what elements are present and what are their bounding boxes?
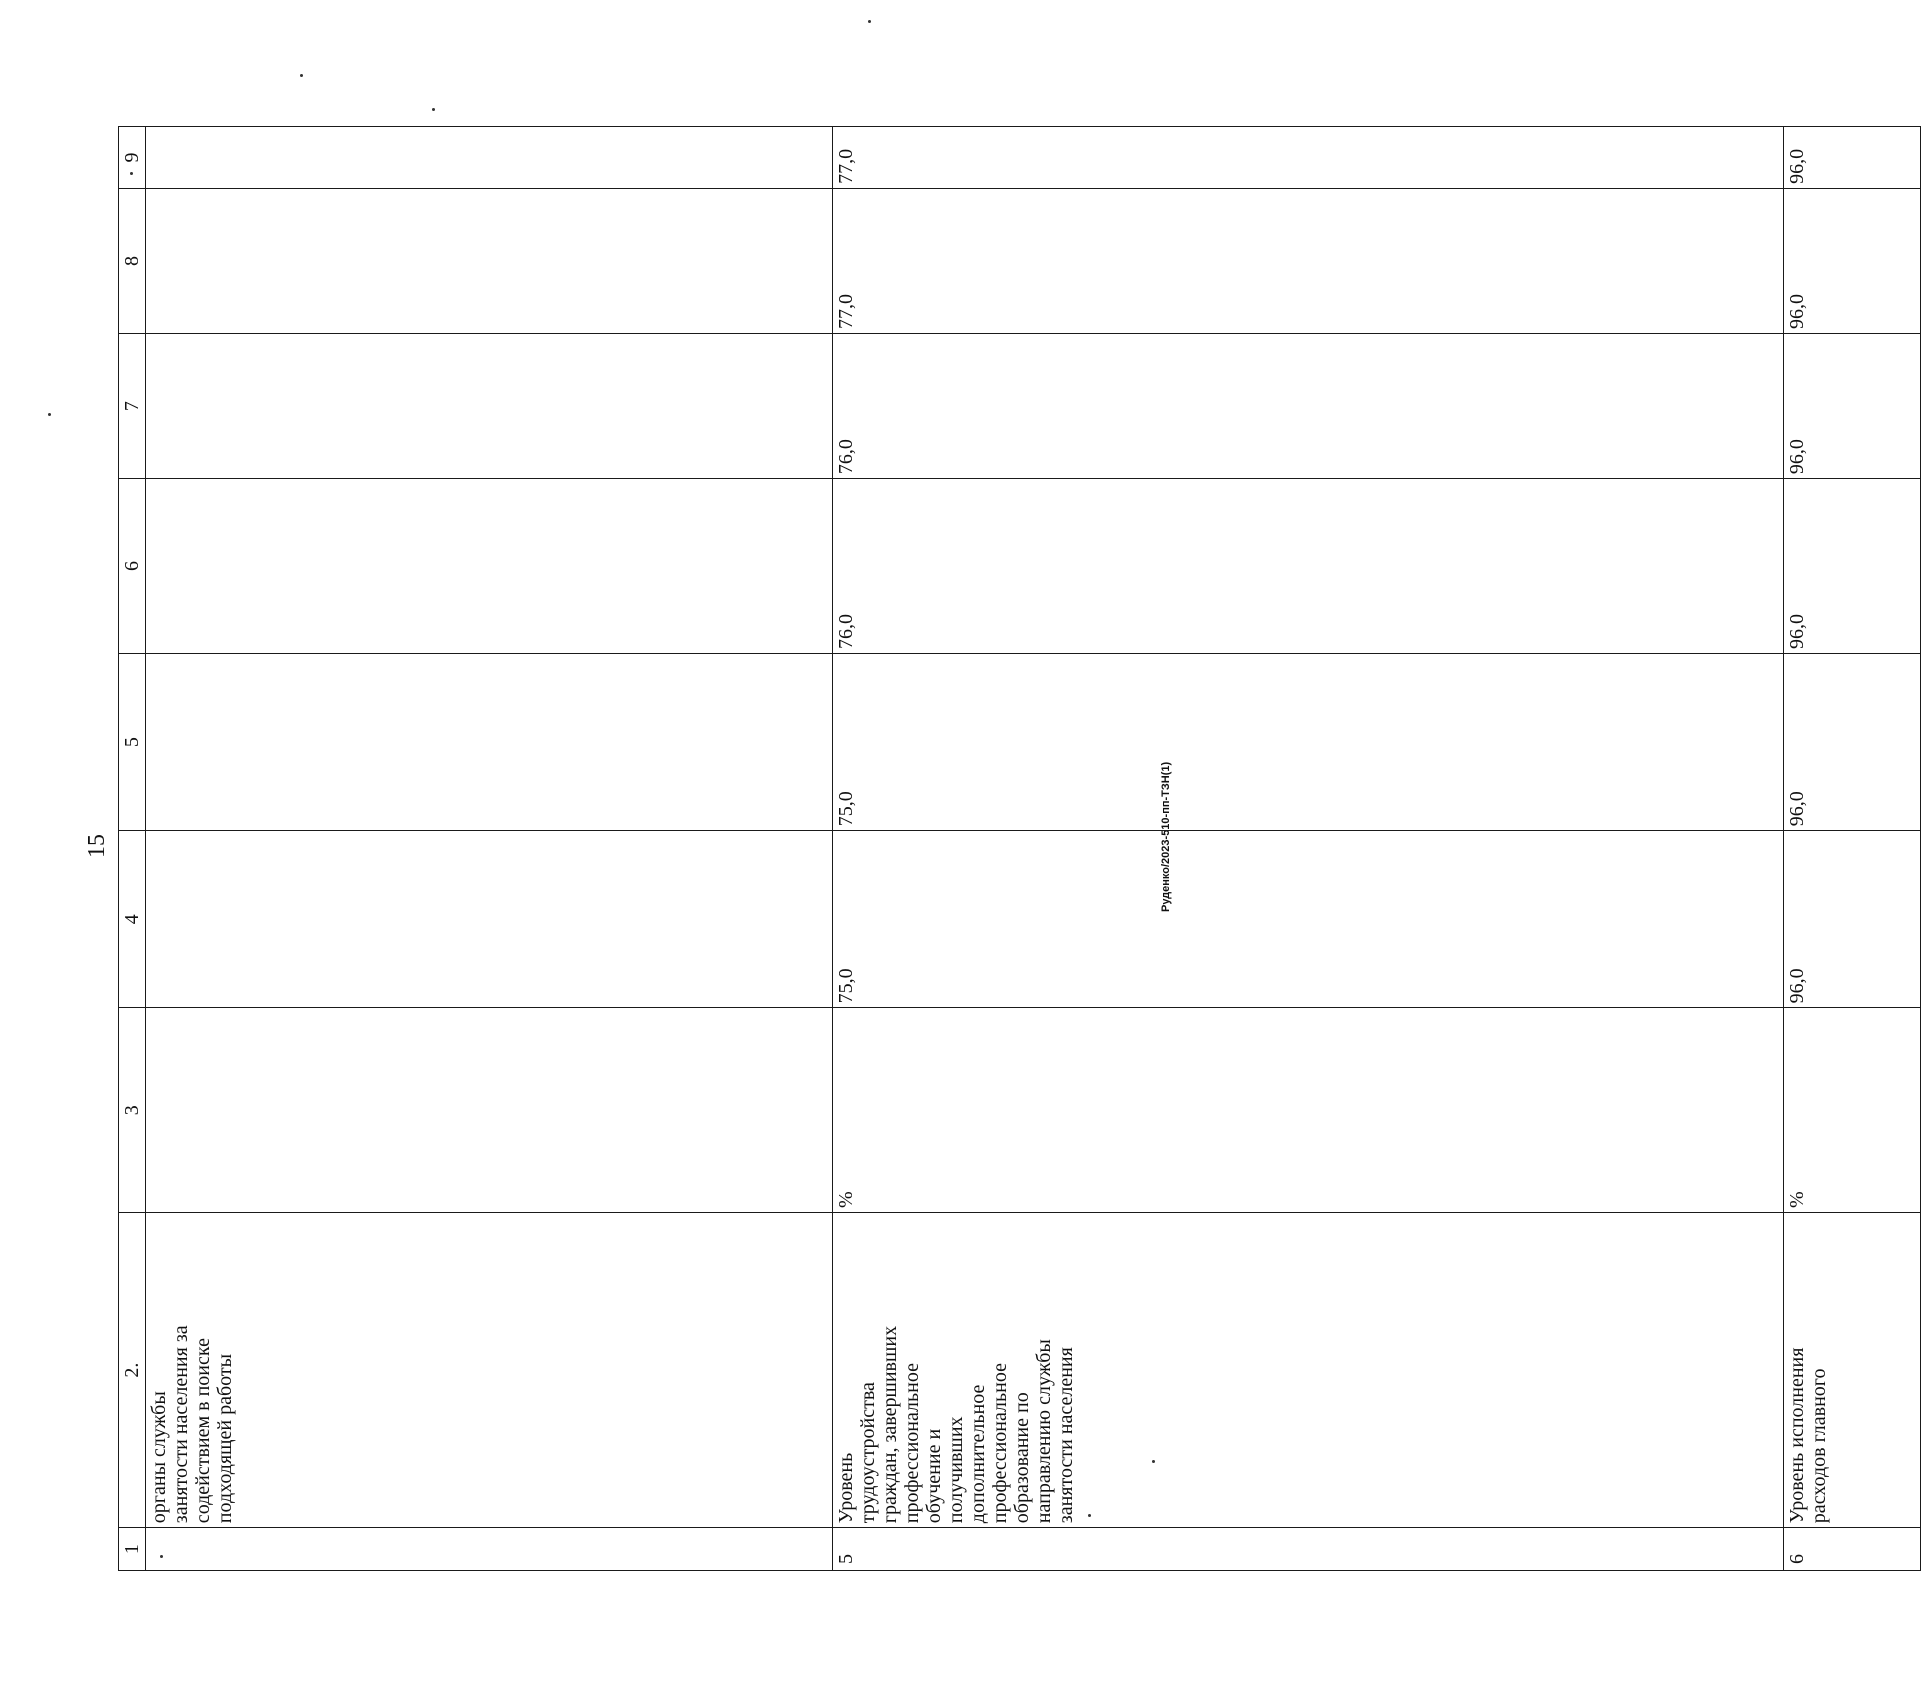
header-cell-8: 8 bbox=[119, 188, 146, 333]
header-cell-4: 4 bbox=[119, 831, 146, 1008]
header-cell-3: 3 bbox=[119, 1008, 146, 1213]
table-row bbox=[833, 127, 1784, 1571]
value-cell: 96,0 bbox=[1784, 188, 1921, 333]
header-cell-2: 2. bbox=[119, 1212, 146, 1527]
value-cell bbox=[146, 127, 833, 189]
header-cell-1: 1 bbox=[119, 1528, 146, 1571]
value-cell: 75,0 bbox=[833, 831, 1784, 1008]
value-cell bbox=[146, 188, 833, 333]
indicator-name-cell: Уровень исполнения расходов главного bbox=[1784, 1212, 1921, 1527]
value-cell bbox=[146, 831, 833, 1008]
indicators-table bbox=[118, 126, 1921, 1571]
value-cell: 77,0 bbox=[833, 188, 1784, 333]
unit-cell: % bbox=[1784, 1008, 1921, 1213]
indicator-name-cell: органы службы занятости населения за содействием в поиске подходящей работы bbox=[146, 1212, 833, 1527]
scan-speck bbox=[130, 172, 133, 175]
indicator-name-cell: Уровень трудоустройства граждан, завершивших профессиональное обучение и получивших дополнительное профессиональное образование по направлению службы занятости населения bbox=[833, 1212, 1784, 1527]
value-cell: 76,0 bbox=[833, 334, 1784, 479]
row-number-cell: 6 bbox=[1784, 1528, 1921, 1571]
unit-cell bbox=[146, 1008, 833, 1213]
value-cell: 96,0 bbox=[1784, 127, 1921, 189]
value-cell: 77,0 bbox=[833, 127, 1784, 189]
header-cell-9: 9 bbox=[119, 127, 146, 189]
value-cell: 96,0 bbox=[1784, 479, 1921, 654]
page-number: 15 bbox=[84, 834, 110, 858]
scan-speck bbox=[48, 413, 51, 416]
scan-speck bbox=[300, 74, 303, 77]
scan-speck bbox=[1088, 1514, 1091, 1517]
value-cell bbox=[146, 653, 833, 830]
row-number-cell: 5 bbox=[833, 1528, 1784, 1571]
row-number-cell bbox=[146, 1528, 833, 1571]
scan-speck bbox=[1152, 1460, 1155, 1463]
value-cell: 96,0 bbox=[1784, 653, 1921, 830]
value-cell: 96,0 bbox=[1784, 831, 1921, 1008]
scan-speck bbox=[868, 20, 871, 23]
header-cell-7: 7 bbox=[119, 334, 146, 479]
table-row bbox=[1784, 127, 1921, 1571]
value-cell bbox=[146, 479, 833, 654]
header-cell-6: 6 bbox=[119, 479, 146, 654]
scan-speck bbox=[432, 108, 435, 111]
scan-speck bbox=[160, 1555, 163, 1558]
value-cell: 75,0 bbox=[833, 653, 1784, 830]
value-cell bbox=[146, 334, 833, 479]
header-row bbox=[119, 127, 146, 1571]
header-cell-5: 5 bbox=[119, 653, 146, 830]
table-row bbox=[146, 127, 833, 1571]
unit-cell: % bbox=[833, 1008, 1784, 1213]
value-cell: 96,0 bbox=[1784, 334, 1921, 479]
document-code: Руденко/2023-510-пп-ТЗН(1) bbox=[1160, 761, 1172, 912]
value-cell: 76,0 bbox=[833, 479, 1784, 654]
